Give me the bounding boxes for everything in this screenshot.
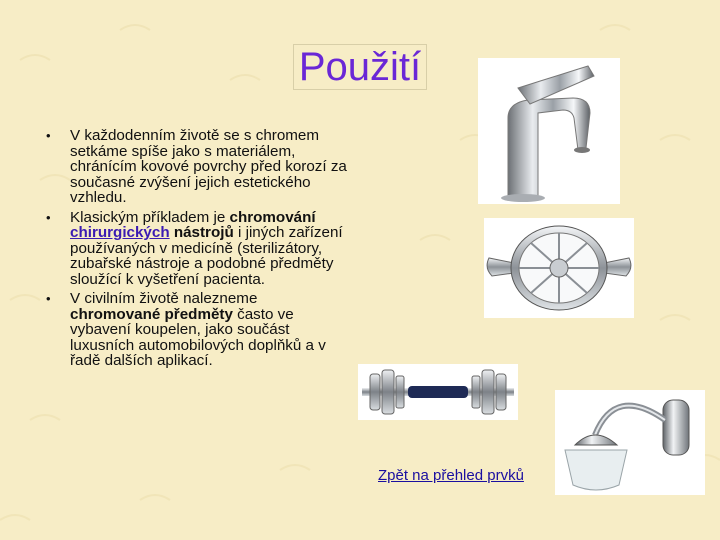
bullet-text: V každodenním životě se s chromem setkáme spíše jako s materiálem, chránícím kovové povrchy před korozí za současné zvýšení jejich estetického vzhledu. bbox=[70, 127, 347, 206]
title-box bbox=[293, 44, 427, 90]
bullet-dot: • bbox=[46, 209, 51, 225]
bullet-list bbox=[46, 127, 350, 373]
bullet-text: V civilním životě nalezneme bbox=[70, 290, 258, 307]
wall-lamp-photo bbox=[555, 390, 705, 495]
bullet-text: Klasickým příkladem je bbox=[70, 208, 230, 226]
surgical-link[interactable]: chirurgických bbox=[70, 224, 170, 241]
back-to-elements-link[interactable]: Zpět na přehled prvků bbox=[378, 467, 524, 484]
bullet-item bbox=[46, 127, 350, 206]
bullet-dot: • bbox=[46, 128, 51, 143]
bold-text: nástrojů bbox=[169, 224, 234, 241]
bold-text: chromování bbox=[229, 208, 316, 226]
apple-slicer-photo bbox=[484, 218, 634, 318]
bullet-item bbox=[46, 290, 350, 369]
bullet-text: i jiných zařízení používaných v medicíně (sterilizátory, zubařské nástroje a podobné předměty sloužící k vyšetření pacienta. bbox=[70, 224, 343, 288]
faucet-photo bbox=[478, 58, 620, 204]
bullet-item bbox=[46, 208, 350, 288]
slide-title: Použití bbox=[298, 45, 422, 89]
bullet-dot: • bbox=[46, 291, 51, 306]
bold-text: chromované předměty bbox=[70, 305, 233, 323]
dumbbell-photo bbox=[358, 364, 518, 420]
bullet-text: často ve vybavení koupelen, jako součást luxusních automobilových doplňků a v řadě dalších aplikací. bbox=[70, 305, 326, 369]
